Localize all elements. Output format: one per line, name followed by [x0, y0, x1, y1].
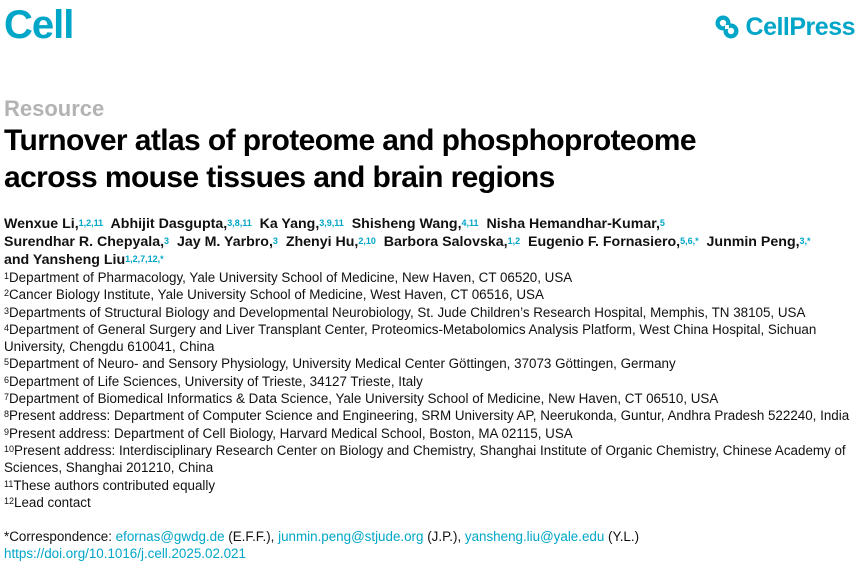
author: Ka Yang,$^{3,9,11}$	[259, 216, 344, 232]
doi-line	[4, 545, 862, 562]
email-link-peng[interactable]: junmin.peng@stjude.org	[278, 529, 424, 544]
doi-link[interactable]: https://doi.org/10.1016/j.cell.2025.02.021	[4, 546, 246, 562]
affiliation: $^1$Department of Pharmacology, Yale University School of Medicine, New Haven, CT 06520, USA	[4, 270, 573, 285]
author-list	[4, 215, 862, 269]
journal-logo: Cell	[4, 3, 74, 47]
affiliation: $^8$Present address: Department of Computer Science and Engineering, SRM University AP, Neerukonda, Guntur, Andhra Pradesh 522240, India	[4, 408, 850, 424]
cellpress-logo-icon	[714, 14, 740, 40]
affiliation: $^2$Cancer Biology Institute, Yale University School of Medicine, West Haven, CT 06516, USA	[4, 287, 544, 303]
author: Surendhar R. Chepyala,$^3$	[4, 234, 170, 250]
correspondence-label: *Correspondence:	[4, 529, 116, 544]
correspondence-line: *Correspondence: efornas@gwdg.de (E.F.F.), junmin.peng@stjude.org (J.P.), yansheng.liu@yale.edu (Y.L.)	[4, 529, 640, 544]
author: Shisheng Wang,$^{4,11}$	[351, 216, 479, 232]
author: Wenxue Li,$^{1,2,11}$	[4, 216, 104, 232]
article-type: Resource	[4, 96, 105, 121]
author: Eugenio F. Fornasiero,$^{5,6,*}$	[527, 234, 699, 250]
affiliation: $^{11}$These authors contributed equally	[4, 477, 216, 493]
affiliation: $^4$Department of General Surgery and Liver Transplant Center, Proteomics-Metabolomics Analysis Platform, West China Hospital, Sichuan University, Chengdu 610041, China	[4, 321, 817, 355]
affiliation: $^9$Present address: Department of Cell Biology, Harvard Medical School, Boston, MA 02115, USA	[4, 425, 573, 441]
publisher-name: CellPress	[745, 12, 855, 41]
affiliation: $^7$Department of Biomedical Informatics & Data Science, Yale University School of Medicine, New Haven, CT 06510, USA	[4, 391, 719, 407]
affiliation: $^{10}$Present address: Interdisciplinary Research Center on Biology and Chemistry, Shanghai Institute of Organic Chemistry, Chinese Academy of Sciences, Shanghai 201210, China	[4, 442, 846, 476]
affiliation: $^3$Departments of Structural Biology and Developmental Neurobiology, St. Jude Children’s Research Hospital, Memphis, TN 38105, USA	[4, 304, 806, 320]
author: Zhenyi Hu,$^{2,10}$	[285, 234, 376, 250]
affiliation-list	[4, 269, 862, 511]
author: and Yansheng Liu$^{1,2,7,12,*}$	[4, 252, 164, 268]
correspondence-block	[4, 528, 862, 563]
affiliation: $^5$Department of Neuro- and Sensory Physiology, University Medical Center Göttingen, 37073 Göttingen, Germany	[4, 356, 676, 372]
author: Jay M. Yarbro,$^3$	[176, 234, 278, 250]
author: Abhijit Dasgupta,$^{3,8,11}$	[110, 216, 252, 232]
title-line: across mouse tissues and brain regions	[4, 161, 555, 194]
email-link-fornasiero[interactable]: efornas@gwdg.de	[115, 529, 225, 544]
affiliation: $^{12}$Lead contact	[4, 494, 91, 510]
author: Junmin Peng,$^{3,*}$	[706, 234, 811, 250]
publisher-logo	[714, 12, 855, 42]
affiliation: $^6$Department of Life Sciences, University of Trieste, 34127 Trieste, Italy	[4, 373, 423, 389]
article-title	[4, 122, 859, 196]
title-line: Turnover atlas of proteome and phosphoproteome	[4, 124, 696, 157]
author: Nisha Hemandhar-Kumar,$^5$	[486, 216, 665, 232]
email-link-liu[interactable]: yansheng.liu@yale.edu	[464, 529, 605, 544]
author: Barbora Salovska,$^{1,2}$	[383, 234, 521, 250]
